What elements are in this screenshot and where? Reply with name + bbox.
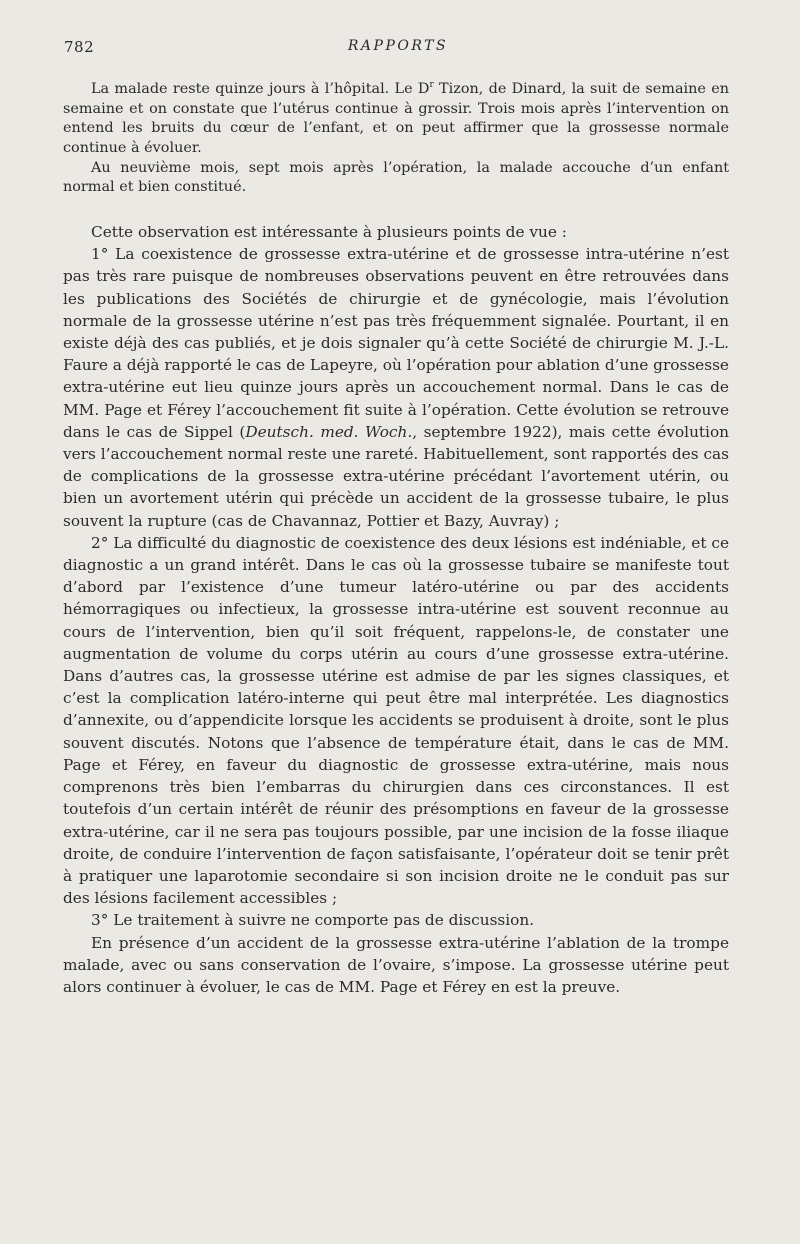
paragraph-observation-1: La malade reste quinze jours à l’hôpital. Le $D^r$ Tizon, de Dinard, la suit de semaine en semaine et on constate que l’utérus continue à grossir. Trois mois après l’intervention on entend les bruits du cœur de l’enfant, et on peut affirmer que la grossesse normale continue à évoluer. xyxy=(63,80,729,156)
paragraph-observation-2: Au neuvième mois, sept mois après l’opération, la malade accouche d’un enfant normal et bien constitué. xyxy=(63,159,729,196)
page-number: 782 xyxy=(64,38,95,56)
citation: Deutsch. med. Woch. xyxy=(245,422,413,441)
discussion-section xyxy=(63,221,729,998)
running-title: RAPPORTS xyxy=(347,38,449,54)
paragraph-point-3: 3° Le traitement à suivre ne comporte pas de discussion. xyxy=(91,911,535,930)
document-body xyxy=(63,76,729,998)
paragraph-point-2: 2° La difficulté du diagnostic de coexistence des deux lésions est indéniable, et ce diagnostic a un grand intérêt. Dans le cas où la grossesse tubaire se manifeste tout d’abord par l’existence d’une tumeur latéro-utérine ou par des accidents hémorragiques ou infectieux, la grossesse intra-utérine est souvent reconnue au cours de l’intervention, bien qu’il soit fréquent, rappelons-le, de constater une augmentation de volume du corps utérin au cours d’une grossesse extra-utérine. Dans d’autres cas, la grossesse utérine est admise de par les signes classiques, et c’est la complication latéro-interne qui peut être mal interprétée. Les diagnostics d’annexite, ou d’appendicite lorsque les accidents se produisent à droite, sont le plus souvent discutés. Notons que l’absence de température était, dans le cas de MM. Page et Férey, en faveur du diagnostic de grossesse extra-utérine, mais nous comprenons très bien l’embarras du chirurgien dans ces circonstances. Il est toutefois d’un certain intérêt de réunir des présomptions en faveur de la grossesse extra-utérine, car il ne sera pas toujours possible, par une incision de la fosse iliaque droite, de conduire l’intervention de façon satisfaisante, l’opérateur doit se tenir prêt à pratiquer une laparotomie secondaire si son incision droite ne le conduit pas sur des lésions facilement accessibles ; xyxy=(63,533,729,908)
page-header xyxy=(60,38,736,60)
paragraph-intro: Cette observation est intéressante à plusieurs points de vue : xyxy=(91,223,567,242)
paragraph-conclusion: En présence d’un accident de la grossesse extra-utérine l’ablation de la trompe malade, avec ou sans conservation de l’ovaire, s’impose. La grossesse utérine peut alors continuer à évoluer, le cas de MM. Page et Férey en est la preuve. xyxy=(63,933,729,996)
observation-excerpt xyxy=(63,76,729,198)
paragraph-point-1: 1° La coexistence de grossesse extra-utérine et de grossesse intra-utérine n’est pas très rare puisque de nombreuses observations peuvent en être retrouvées dans les publications des Sociétés de chirurgie et de gynécologie, mais l’évolution normale de la grossesse utérine n’est pas très fréquemment signalée. Pourtant, il en existe déjà des cas publiés, et je dois signaler qu’à cette Société de chirurgie M. J.-L. Faure a déjà rapporté le cas de Lapeyre, où l’opération pour ablation d’une grossesse extra-utérine eut lieu quinze jours après un accouchement normal. Dans le cas de MM. Page et Férey l’accouchement fit suite à l’opération. Cette évolution se retrouve dans le cas de Sippel (Deutsch. med. Woch., septembre 1922), mais cette évolution vers l’accouchement normal reste une rareté. Habituellement, sont rapportés des cas de complications de la grossesse extra-utérine précédant l’avortement utérin, ou bien un avortement utérin qui précède un accident de la grossesse tubaire, le plus souvent la rupture (cas de Chavannaz, Pottier et Bazy, Auvray) ; xyxy=(63,245,730,530)
